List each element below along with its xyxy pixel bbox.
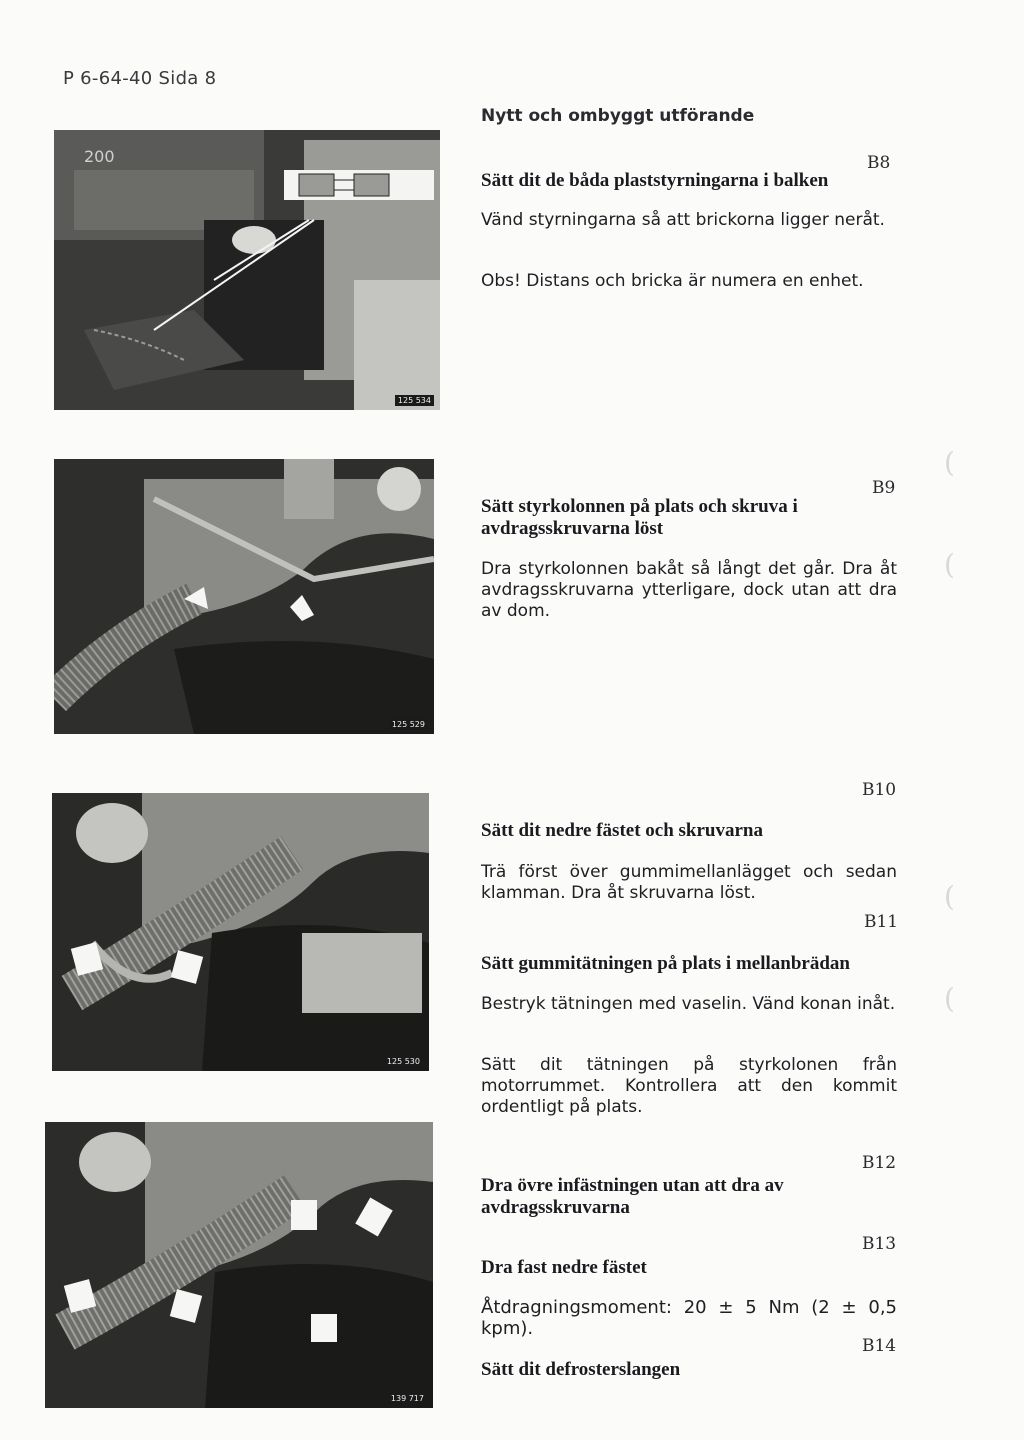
step-code: B10: [862, 780, 897, 800]
binder-hole-mark: (: [944, 880, 955, 913]
photo-tightening: [45, 1122, 433, 1408]
step-code: B12: [862, 1153, 897, 1173]
step-heading: Dra övre infästningen utan att dra av avdragsskruvarna: [481, 1175, 784, 1218]
step-text: Trä först över gummimellanlägget och sedan klamman. Dra åt skruvarna löst.: [481, 862, 897, 903]
step-heading: Dra fast nedre fästet: [481, 1257, 647, 1278]
page-reference: P 6-64-40 Sida 8: [63, 68, 217, 89]
step-code: B11: [864, 912, 899, 932]
photo-number: 125 529: [389, 719, 428, 730]
step-code: B13: [862, 1234, 897, 1254]
section-title: Nytt och ombyggt utförande: [481, 106, 755, 126]
step-heading: Sätt dit de båda plaststyrningarna i balken: [481, 170, 829, 191]
photo-label: 200: [84, 147, 115, 166]
step-code: B14: [862, 1336, 897, 1356]
step-code: B9: [872, 478, 896, 498]
photo-steering-column: [54, 459, 434, 734]
step-text: Sätt dit tätningen på styrkolonen från motorrummet. Kontrollera att den kommit ordentligt på plats.: [481, 1055, 897, 1117]
photo-steering-guide: [54, 130, 440, 410]
step-heading: Sätt styrkolonnen på plats och skruva i avdragsskruvarna löst: [481, 496, 798, 539]
step-text: Vänd styrningarna så att brickorna ligger neråt.: [481, 210, 885, 230]
binder-hole-mark: (: [944, 548, 955, 581]
step-text: Bestryk tätningen med vaselin. Vänd konan inåt.: [481, 994, 896, 1014]
step-code: B8: [867, 153, 891, 173]
step-note: Obs! Distans och bricka är numera en enhet.: [481, 271, 864, 291]
photo-number: 125 530: [384, 1056, 423, 1067]
binder-hole-mark: (: [944, 446, 955, 479]
step-heading: Sätt dit defrosterslangen: [481, 1359, 681, 1380]
photo-number: 139 717: [388, 1393, 427, 1404]
step-text: Dra styrkolonnen bakåt så långt det går. Dra åt avdragsskruvarna ytterligare, dock utan att dra av dom.: [481, 559, 897, 621]
binder-hole-mark: (: [944, 982, 955, 1015]
step-heading: Sätt dit nedre fästet och skruvarna: [481, 820, 764, 841]
photo-lower-bracket: [52, 793, 429, 1071]
torque-spec: Åtdragningsmoment: 20 ± 5 Nm (2 ± 0,5 kpm).: [481, 1297, 897, 1339]
step-heading: Sätt gummitätningen på plats i mellanbrädan: [481, 953, 850, 974]
photo-number: 125 534: [395, 395, 434, 406]
